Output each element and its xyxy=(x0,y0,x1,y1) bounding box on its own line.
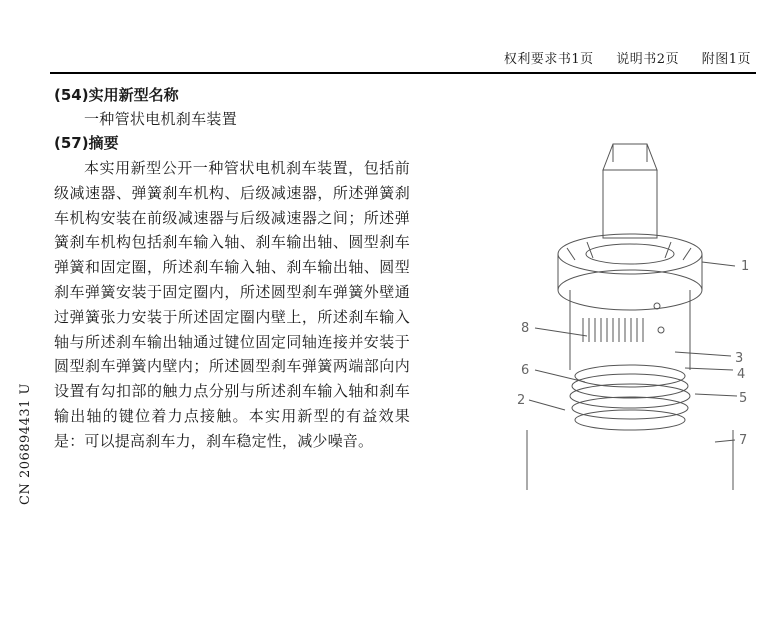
figure-label: 4 xyxy=(737,367,746,382)
figure-label: 1 xyxy=(741,259,750,274)
figure-label: 5 xyxy=(739,391,748,406)
tube-bottom xyxy=(527,430,733,490)
figure-label: 2 xyxy=(517,393,526,408)
shaft-top xyxy=(603,144,657,238)
header-divider xyxy=(50,72,756,74)
nav-claims-pages: 权利要求书1页 xyxy=(503,52,594,67)
figure-label: 6 xyxy=(521,363,530,378)
leader-lines xyxy=(529,262,737,442)
upper-housing xyxy=(558,234,702,310)
abstract-heading: (57)摘要 xyxy=(54,134,119,152)
nav-description-pages: 说明书2页 xyxy=(616,52,680,67)
publication-number: CN 206894431 U xyxy=(18,383,33,505)
figure-label: 3 xyxy=(735,351,744,366)
title-heading: (54)实用新型名称 xyxy=(54,86,179,104)
abstract-text: 本实用新型公开一种管状电机刹车装置，包括前级减速器、弹簧刹车机构、后级减速器，所述弹簧刹车机构安装在前级减速器与后级减速器之间；所述弹簧刹车机构包括刹车输入轴、刹车输出轴、圆型刹车弹簧和固定圈，所述刹车输入轴、刹车输出轴、圆型刹车弹簧安装于固定圈内，所述圆型刹车弹簧外壁通过弹簧张力安装于所述固定圈内壁上，所述刹车输入轴与所述刹车输出轴通过键位固定同轴连接并安装于圆型刹车弹簧内壁内；所述圆型刹车弹簧两端部向内设置有勾扣部的触力点分别与所述刹车输入轴和刹车输出轴的键位着力点接触。本实用新型的有益效果是：可以提高刹车力，刹车稳定性，减少噪音。 xyxy=(54,159,410,450)
utility-model-title: 一种管状电机刹车装置 xyxy=(84,110,238,128)
nav-drawings-pages: 附图1页 xyxy=(701,52,751,67)
gear-section xyxy=(583,318,643,342)
header-navigation xyxy=(486,48,751,67)
lower-housing xyxy=(570,290,690,370)
patent-drawing xyxy=(495,130,765,510)
spring-rings xyxy=(570,365,690,430)
figure-label: 7 xyxy=(739,433,748,448)
figure-label: 8 xyxy=(521,321,530,336)
